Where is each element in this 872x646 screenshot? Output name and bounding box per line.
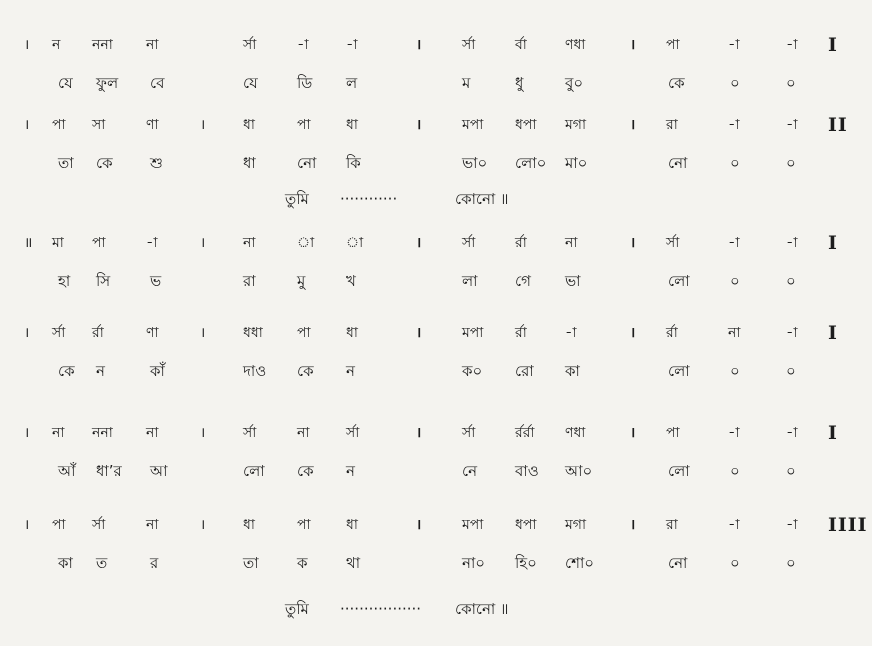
- swara-note: -া: [728, 117, 740, 133]
- swara-note: সা: [92, 117, 106, 133]
- lyric-syllable: ত: [96, 554, 108, 572]
- swara-note: পা: [52, 117, 66, 133]
- swara-note: র্রা: [515, 235, 527, 251]
- bar-line: ।: [630, 425, 636, 441]
- lyric-syllable: যে: [58, 74, 73, 92]
- lyric-syllable: ০: [786, 554, 796, 572]
- swara-note: পা: [92, 235, 106, 251]
- swara-line: [0, 110, 872, 140]
- lyric-syllable: লো: [243, 462, 265, 480]
- swara-note: না: [146, 517, 159, 533]
- swara-note: র্সা: [462, 37, 476, 53]
- swara-note: মা: [52, 235, 64, 251]
- swara-note: ণা: [146, 117, 159, 133]
- bar-line: ।: [630, 325, 636, 341]
- swara-note: না: [146, 425, 159, 441]
- swara-note: -া: [786, 517, 798, 533]
- swara-note: -া: [786, 235, 798, 251]
- lyric-syllable: ০: [786, 272, 796, 290]
- lyric-syllable: আ: [150, 462, 168, 480]
- refrain-end: কোনো ॥: [455, 190, 509, 208]
- swara-note: ধা: [346, 517, 358, 533]
- section-end-mark: I: [828, 232, 838, 254]
- swara-note: -া: [728, 517, 740, 533]
- lyric-syllable: হা: [58, 272, 71, 290]
- swara-note: পা: [297, 325, 311, 341]
- refrain-start: তুমি: [285, 600, 309, 618]
- lyric-syllable: তা: [58, 154, 74, 172]
- swara-note: র্সা: [52, 325, 66, 341]
- swara-note: রা: [666, 117, 678, 133]
- refrain-end: কোনো ॥: [455, 600, 509, 618]
- lyric-syllable: ভ: [150, 272, 162, 290]
- lyric-syllable: যে: [243, 74, 258, 92]
- swara-note: পা: [297, 117, 311, 133]
- swara-line: [0, 30, 872, 60]
- refrain-line: [0, 594, 872, 624]
- lyric-line: [0, 456, 872, 486]
- bar-line: ।: [24, 325, 30, 341]
- swara-note: র্সা: [243, 425, 257, 441]
- bar-line: ।: [630, 235, 636, 251]
- lyric-syllable: ল: [346, 74, 358, 92]
- bar-line: ।: [630, 517, 636, 533]
- lyric-syllable: লো: [668, 272, 690, 290]
- swara-note: -া: [786, 325, 798, 341]
- swara-note: -া: [728, 425, 740, 441]
- swara-note: র্সা: [462, 425, 476, 441]
- lyric-syllable: নো: [668, 554, 688, 572]
- lyric-syllable: মা০: [565, 154, 588, 172]
- lyric-syllable: কে: [58, 362, 75, 380]
- swara-note: মপা: [462, 517, 484, 533]
- swara-note: ধা: [243, 117, 255, 133]
- swara-note: ননা: [92, 37, 113, 53]
- lyric-syllable: ধা: [243, 154, 256, 172]
- lyric-syllable: ডি: [297, 74, 313, 92]
- lyric-syllable: বু০: [565, 74, 584, 92]
- swara-note: না: [728, 325, 741, 341]
- swara-note: -া: [146, 235, 158, 251]
- lyric-syllable: ক০: [462, 362, 483, 380]
- bar-line: ।: [630, 117, 636, 133]
- swara-note: পা: [297, 517, 311, 533]
- lyric-syllable: কা: [565, 362, 580, 380]
- swara-note: না: [146, 37, 159, 53]
- refrain-dots: ·················: [340, 600, 422, 618]
- swara-note: ণধা: [565, 425, 586, 441]
- lyric-syllable: লো০: [515, 154, 547, 172]
- swara-note: না: [52, 425, 65, 441]
- swara-note: রা: [666, 517, 678, 533]
- lyric-syllable: ০: [730, 362, 740, 380]
- swara-note: ধধা: [243, 325, 263, 341]
- bar-line: ।: [416, 235, 422, 251]
- lyric-syllable: তা: [243, 554, 259, 572]
- lyric-line: [0, 356, 872, 386]
- lyric-syllable: কে: [96, 154, 113, 172]
- lyric-line: [0, 148, 872, 178]
- bar-line: ।: [200, 517, 206, 533]
- bar-line: ।: [416, 37, 422, 53]
- swara-note: মগা: [565, 117, 587, 133]
- bar-line: ।: [200, 425, 206, 441]
- lyric-syllable: ০: [730, 74, 740, 92]
- lyric-syllable: ধু: [515, 74, 524, 92]
- bar-line: ।: [416, 425, 422, 441]
- bar-line: ।: [200, 117, 206, 133]
- swara-note: া: [297, 235, 315, 251]
- lyric-syllable: ভা: [565, 272, 581, 290]
- swara-note: -া: [565, 325, 577, 341]
- lyric-syllable: থা: [346, 554, 361, 572]
- lyric-syllable: লো: [668, 462, 690, 480]
- lyric-syllable: ফুল: [96, 74, 119, 92]
- lyric-syllable: ০: [786, 154, 796, 172]
- swara-note: পা: [52, 517, 66, 533]
- swara-note: র্সা: [666, 235, 680, 251]
- bar-line: ।: [200, 235, 206, 251]
- bar-line: ।: [416, 517, 422, 533]
- lyric-syllable: ০: [730, 154, 740, 172]
- lyric-syllable: বাও: [515, 462, 539, 480]
- lyric-syllable: ০: [730, 272, 740, 290]
- lyric-syllable: খ: [346, 272, 356, 290]
- lyric-syllable: ন: [346, 362, 355, 380]
- bar-line: ।: [416, 325, 422, 341]
- lyric-syllable: লো: [668, 362, 690, 380]
- lyric-syllable: ক: [297, 554, 308, 572]
- refrain-line: [0, 184, 872, 214]
- lyric-syllable: শো০: [565, 554, 595, 572]
- swara-note: র্রা: [92, 325, 104, 341]
- swara-note: র্সা: [462, 235, 476, 251]
- swara-line: [0, 418, 872, 448]
- swara-note: র্সা: [92, 517, 106, 533]
- lyric-syllable: শু: [150, 154, 163, 172]
- swara-note: ধপা: [515, 517, 537, 533]
- swara-note: পা: [666, 425, 680, 441]
- swara-line: [0, 228, 872, 258]
- swara-note: না: [243, 235, 256, 251]
- lyric-syllable: কাঁ: [150, 362, 165, 380]
- swara-note: -া: [346, 37, 358, 53]
- lyric-syllable: দাও: [243, 362, 267, 380]
- swara-note: ণধা: [565, 37, 586, 53]
- swara-line: [0, 318, 872, 348]
- swara-note: ধপা: [515, 117, 537, 133]
- lyric-syllable: না০: [462, 554, 486, 572]
- refrain-dots: ············: [340, 190, 398, 208]
- swara-note: মগা: [565, 517, 587, 533]
- bar-line: ।: [416, 117, 422, 133]
- lyric-syllable: রো: [515, 362, 534, 380]
- lyric-syllable: ন: [346, 462, 355, 480]
- lyric-syllable: আঁ: [58, 462, 76, 480]
- swara-note: ধা: [346, 117, 358, 133]
- lyric-syllable: কে: [668, 74, 685, 92]
- swara-note: ন: [52, 37, 61, 53]
- lyric-syllable: ম: [462, 74, 471, 92]
- lyric-syllable: ০: [786, 462, 796, 480]
- lyric-syllable: আ০: [565, 462, 593, 480]
- lyric-syllable: বে: [150, 74, 165, 92]
- lyric-syllable: ০: [786, 74, 796, 92]
- lyric-line: [0, 548, 872, 578]
- section-end-mark: I: [828, 34, 838, 56]
- bar-line: ।: [24, 517, 30, 533]
- swara-note: র্বা: [515, 37, 527, 53]
- swara-note: পা: [666, 37, 680, 53]
- section-end-mark: I: [828, 422, 838, 444]
- lyric-syllable: হি০: [515, 554, 537, 572]
- swara-note: ণা: [146, 325, 159, 341]
- swara-note: -া: [728, 37, 740, 53]
- swara-note: -া: [786, 37, 798, 53]
- swara-note: র্রর্রা: [515, 425, 535, 441]
- lyric-syllable: সি: [96, 272, 111, 290]
- lyric-syllable: ০: [730, 462, 740, 480]
- lyric-syllable: রা: [243, 272, 256, 290]
- section-end-mark: IIII: [828, 514, 868, 536]
- bar-line: ।: [24, 117, 30, 133]
- swara-note: -া: [786, 425, 798, 441]
- lyric-syllable: কা: [58, 554, 73, 572]
- lyric-syllable: গে: [515, 272, 531, 290]
- swara-note: ননা: [92, 425, 113, 441]
- swara-line: [0, 510, 872, 540]
- lyric-syllable: মু: [297, 272, 306, 290]
- lyric-line: [0, 266, 872, 296]
- lyric-syllable: লা: [462, 272, 478, 290]
- lyric-line: [0, 68, 872, 98]
- swara-note: র্সা: [346, 425, 360, 441]
- bar-line: ।: [24, 37, 30, 53]
- lyric-syllable: ন: [96, 362, 105, 380]
- bar-line: ।: [200, 325, 206, 341]
- swara-note: র্রা: [666, 325, 678, 341]
- bar-line: ॥: [24, 235, 33, 251]
- lyric-syllable: নো: [668, 154, 688, 172]
- swara-note: না: [565, 235, 578, 251]
- swara-note: র্রা: [515, 325, 527, 341]
- swara-note: র্সা: [243, 37, 257, 53]
- swara-note: -া: [297, 37, 309, 53]
- lyric-syllable: কে: [297, 462, 314, 480]
- lyric-syllable: নে: [462, 462, 478, 480]
- swara-note: মপা: [462, 325, 484, 341]
- lyric-syllable: ধা’র: [96, 462, 122, 480]
- section-end-mark: II: [828, 114, 848, 136]
- swara-note: মপা: [462, 117, 484, 133]
- section-end-mark: I: [828, 322, 838, 344]
- lyric-syllable: র: [150, 554, 159, 572]
- refrain-start: তুমি: [285, 190, 309, 208]
- lyric-syllable: কে: [297, 362, 314, 380]
- swara-note: ধা: [346, 325, 358, 341]
- swara-note: -া: [786, 117, 798, 133]
- swara-note: ধা: [243, 517, 255, 533]
- bar-line: ।: [630, 37, 636, 53]
- lyric-syllable: কি: [346, 154, 361, 172]
- bar-line: ।: [24, 425, 30, 441]
- swara-note: া: [346, 235, 364, 251]
- swara-note: -া: [728, 235, 740, 251]
- lyric-syllable: ০: [730, 554, 740, 572]
- swara-note: না: [297, 425, 310, 441]
- lyric-syllable: ভা০: [462, 154, 488, 172]
- lyric-syllable: ০: [786, 362, 796, 380]
- lyric-syllable: নো: [297, 154, 317, 172]
